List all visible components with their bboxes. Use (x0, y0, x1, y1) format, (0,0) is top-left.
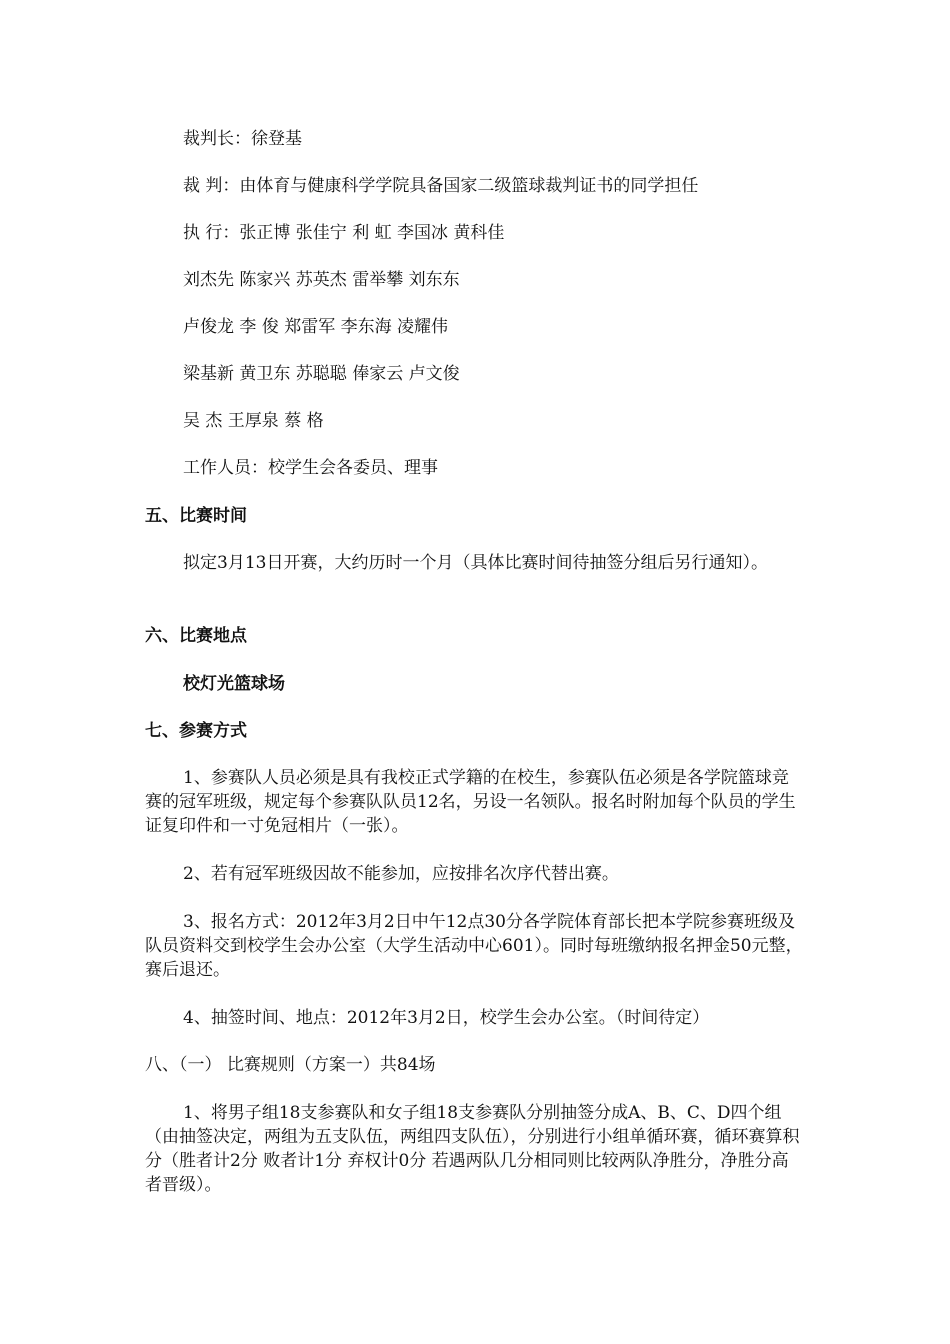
section7-heading: 七、参赛方式 (145, 721, 247, 741)
section7-item2: 2、若有冠军班级因故不能参加，应按排名次序代替出赛。 (183, 864, 619, 884)
exec-line-1: 执 行：张正博 张佳宁 利 虹 李国冰 黄科佳 (183, 223, 505, 243)
exec-line-5: 吴 杰 王厚泉 蔡 格 (183, 411, 324, 431)
section6-heading: 六、比赛地点 (145, 626, 247, 646)
section7-item3: 3、报名方式：2012年3月2日中午12点30分各学院体育部长把本学院参赛班级及队员资料交到校学生会办公室（大学生活动中心601）。同时每班缴纳报名押金50元整，赛后退还。 (145, 912, 803, 980)
exec-line-4: 梁基新 黄卫东 苏聪聪 俸家云 卢文俊 (183, 364, 460, 384)
referee-line: 裁 判：由体育与健康科学学院具备国家二级篮球裁判证书的同学担任 (183, 176, 699, 196)
workers-line: 工作人员：校学生会各委员、理事 (183, 458, 438, 478)
section7-item1: 1、参赛队人员必须是具有我校正式学籍的在校生，参赛队伍必须是各学院篮球竞赛的冠军班级，规定每个参赛队队员12名，另设一名领队。报名时附加每个队员的学生证复印件和一寸免冠相片（一张）。 (145, 768, 796, 836)
section8-heading: 八、（一） 比赛规则（方案一）共84场 (145, 1055, 436, 1075)
section6-venue: 校灯光篮球场 (183, 674, 285, 694)
section5-heading: 五、比赛时间 (145, 506, 247, 526)
section7-item4: 4、抽签时间、地点：2012年3月2日，校学生会办公室。（时间待定） (183, 1008, 710, 1028)
exec-line-2: 刘杰先 陈家兴 苏英杰 雷举攀 刘东东 (183, 270, 460, 290)
section8-item1: 1、将男子组18支参赛队和女子组18支参赛队分别抽签分成A、B、C、D四个组（由抽签决定，两组为五支队伍，两组四支队伍），分别进行小组单循环赛，循环赛算积分（胜者计2分 败者计1分 弃权计0分 若遇两队几分相同则比较两队净胜分，净胜分高者晋级）。 (145, 1103, 800, 1195)
section5-text: 拟定3月13日开赛，大约历时一个月（具体比赛时间待抽签分组后另行通知）。 (183, 553, 768, 573)
chief-referee-line: 裁判长：徐登基 (183, 129, 302, 149)
exec-line-3: 卢俊龙 李 俊 郑雷军 李东海 凌耀伟 (183, 317, 449, 337)
